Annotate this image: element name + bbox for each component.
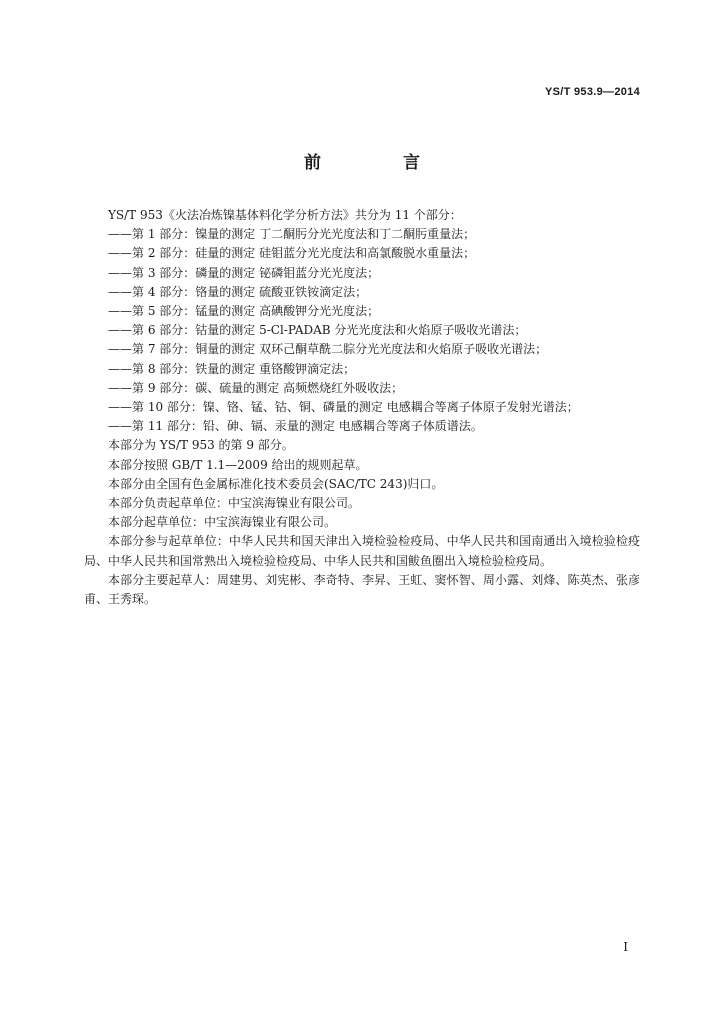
part-item-8: ——第 8 部分：铁量的测定 重铬酸钾滴定法； — [108, 361, 356, 376]
statement-part-number: 本部分为 YS/T 953 的第 9 部分。 — [108, 438, 294, 453]
drafters-paragraph: 本部分主要起草人：周建男、刘宪彬、李奇特、李昇、王虹、窦怀智、周小露、刘烽、陈英杰、张彦甫、王秀琛。 — [84, 572, 640, 607]
part-item-2: ——第 2 部分：硅量的测定 硅钼蓝分光光度法和高氯酸脱水重量法； — [108, 246, 476, 261]
part-item-11: ——第 11 部分：铅、砷、镉、汞量的测定 电感耦合等离子体质谱法。 — [108, 419, 483, 434]
intro-line: YS/T 953《火法冶炼镍基体料化学分析方法》共分为 11 个部分： — [108, 208, 462, 222]
part-item-10: ——第 10 部分：镍、铬、锰、钴、铜、磷量的测定 电感耦合等离子体原子发射光谱法； — [108, 400, 579, 415]
part-item-4: ——第 4 部分：铬量的测定 硫酸亚铁铵滴定法； — [108, 284, 368, 299]
part-item-6: ——第 6 部分：钴量的测定 5-Cl-PADAB 分光光度法和火焰原子吸收光谱法； — [108, 323, 527, 338]
statement-drafting-unit: 本部分起草单位：中宝滨海镍业有限公司。 — [108, 515, 337, 530]
part-item-3: ——第 3 部分：磷量的测定 铋磷钼蓝分光光度法； — [108, 265, 380, 280]
page-number: I — [623, 940, 628, 954]
part-item-1: ——第 1 部分：镍量的测定 丁二酮肟分光光度法和丁二酮肟重量法； — [108, 227, 476, 242]
participating-units-paragraph: 本部分参与起草单位：中华人民共和国天津出入境检验检疫局、中华人民共和国南通出入境检验检疫局、中华人民共和国常熟出入境检验检疫局、中华人民共和国鲅鱼圈出入境检验检疫局。 — [84, 534, 640, 568]
statement-responsible-unit: 本部分负责起草单位：中宝滨海镍业有限公司。 — [108, 496, 361, 511]
part-item-7: ——第 7 部分：铜量的测定 双环己酮草酰二腙分光光度法和火焰原子吸收光谱法； — [108, 342, 548, 357]
standard-code: YS/T 953.9—2014 — [544, 86, 640, 98]
page-title: 前 言 — [304, 153, 458, 173]
foreword-body — [84, 206, 640, 609]
statement-drafting-rules: 本部分按照 GB/T 1.1—2009 给出的规则起草。 — [108, 457, 368, 472]
part-item-9: ——第 9 部分：碳、硫量的测定 高频燃烧红外吸收法； — [108, 380, 404, 395]
part-item-5: ——第 5 部分：锰量的测定 高碘酸钾分光光度法； — [108, 304, 380, 319]
statement-committee: 本部分由全国有色金属标准化技术委员会(SAC/TC 243)归口。 — [108, 476, 444, 491]
